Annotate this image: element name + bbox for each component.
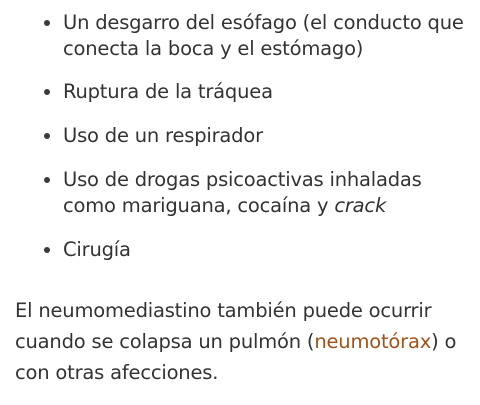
list-item-text: Uso de drogas psicoactivas inhaladas como mariguana, cocaína y	[63, 168, 422, 217]
bullet-icon	[44, 20, 50, 26]
list-item	[0, 237, 480, 263]
list-item-italic-text: crack	[334, 194, 387, 217]
list-item	[0, 79, 480, 105]
bullet-icon	[44, 177, 50, 183]
paragraph-text: El neumomediastino también puede ocurrir cuando se colapsa un pulmón (	[15, 299, 432, 353]
list-item	[0, 123, 480, 149]
bullet-icon	[44, 247, 50, 253]
list-item-text: Cirugía	[63, 238, 131, 261]
bullet-icon	[44, 89, 50, 95]
list-item	[0, 167, 480, 219]
list-item-text: Ruptura de la tráquea	[63, 80, 273, 103]
body-paragraph	[0, 295, 480, 388]
causes-list	[0, 10, 480, 263]
list-item	[0, 10, 480, 62]
bullet-icon	[44, 133, 50, 139]
paragraph-text-end: ) o con otras afecciones.	[15, 330, 457, 384]
list-item-text: Uso de un respirador	[63, 124, 263, 147]
list-item-text: Un desgarro del esófago (el conducto que conecta la boca y el estómago)	[63, 11, 464, 60]
neumotorax-link[interactable]: neumotórax	[314, 330, 432, 353]
